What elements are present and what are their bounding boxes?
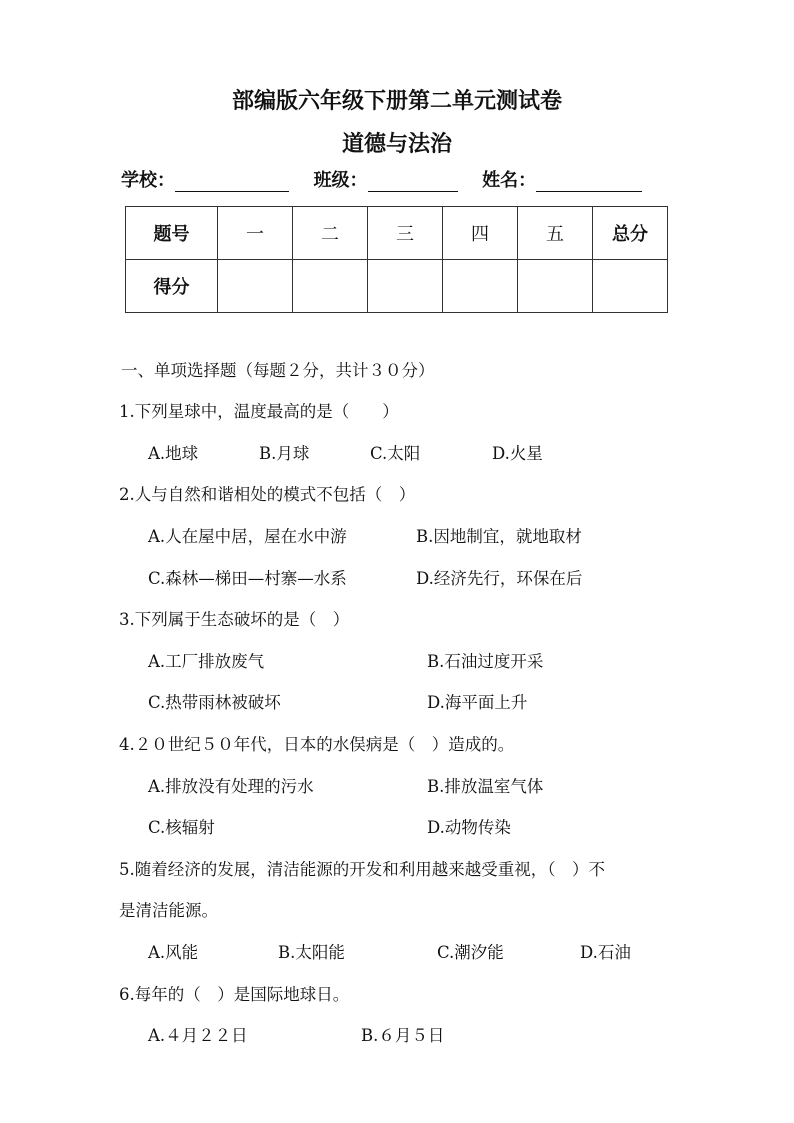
option-d: D.经济先行，环保在后 [416,569,583,588]
score-table-header-row [126,207,668,260]
score-table-score-row [126,260,668,313]
score-table-header-cell: 总分 [593,207,668,260]
option-d: D.火星 [492,444,543,463]
question-stem: 2.人与自然和谐相处的模式不包括（ ） [119,485,416,504]
score-cell[interactable] [293,260,368,313]
option-c: C.潮汐能 [437,943,504,962]
option-d: D.海平面上升 [427,693,528,712]
score-cell[interactable] [218,260,293,313]
question-stem: 5.随着经济的发展，清洁能源的开发和利用越来越受重视，（ ）不 [119,860,605,879]
school-label: 学校： [121,170,175,191]
option-c: C.热带雨林被破坏 [148,693,281,712]
page-title: 部编版六年级下册第二单元测试卷 [231,88,562,114]
score-table-header-cell: 二 [293,207,368,260]
option-b: B.石油过度开采 [427,652,544,671]
option-a: A.人在屋中居，屋在水中游 [148,527,347,546]
option-a: A.地球 [148,444,199,463]
question-stem: 6.每年的（ ）是国际地球日。 [119,985,350,1004]
score-table-header-cell: 四 [443,207,518,260]
score-table-header-cell: 一 [218,207,293,260]
name-blank[interactable] [536,171,642,192]
option-a: A.４月２２日 [148,1026,248,1045]
option-d: D.动物传染 [427,818,511,837]
score-cell[interactable] [518,260,593,313]
score-table-header-cell: 题号 [126,207,218,260]
score-table-header-cell: 三 [368,207,443,260]
option-b: B.因地制宜，就地取材 [416,527,582,546]
option-c: C.太阳 [370,444,421,463]
option-b: B.月球 [259,444,310,463]
student-info-line [121,166,642,192]
page-subtitle: 道德与法治 [341,131,452,157]
score-cell[interactable] [443,260,518,313]
question-stem: 3.下列属于生态破坏的是（ ） [119,610,350,629]
option-a: A.风能 [148,943,199,962]
option-a: A.排放没有处理的污水 [148,777,314,796]
option-c: C.森林—梯田—村寨—水系 [148,569,347,588]
option-b: B.６月５日 [361,1026,445,1045]
score-cell[interactable] [368,260,443,313]
school-blank[interactable] [175,171,289,192]
question-stem: 4.２０世纪５０年代，日本的水俣病是（ ）造成的。 [119,735,515,754]
score-table [125,206,668,313]
score-table-header-cell: 五 [518,207,593,260]
option-a: A.工厂排放废气 [148,652,265,671]
option-c: C.核辐射 [148,818,215,837]
question-stem-continued: 是清洁能源。 [119,901,218,920]
option-b: B.太阳能 [278,943,345,962]
option-b: B.排放温室气体 [427,777,544,796]
score-label-cell: 得分 [126,260,218,313]
class-label: 班级： [313,170,368,191]
score-cell[interactable] [593,260,668,313]
section-heading: 一、单项选择题（每题２分，共计３０分） [121,361,435,380]
class-blank[interactable] [368,171,458,192]
name-label: 姓名： [482,170,537,191]
option-d: D.石油 [580,943,631,962]
question-stem: 1.下列星球中，温度最高的是（ ） [119,402,399,421]
